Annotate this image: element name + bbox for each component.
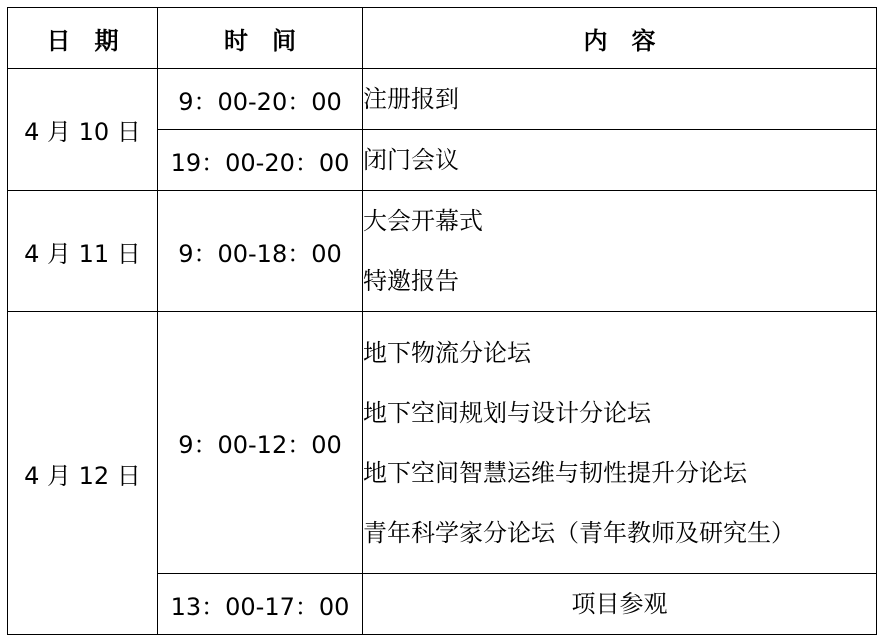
time-cell: 9：00-18：00 [158,191,363,312]
agenda-item: 项目参观 [571,590,668,618]
header-time: 时 间 [158,8,363,69]
content-cell [363,574,877,635]
time-cell: 19：00-20：00 [158,130,363,191]
table-row [8,69,877,130]
agenda-item: 闭门会议 [363,146,459,174]
header-content: 内 容 [363,8,877,69]
agenda-item: 注册报到 [363,85,459,113]
table-row [8,312,877,574]
agenda-item: 青年科学家分论坛（青年教师及研究生） [363,518,795,547]
header-row [8,8,877,69]
agenda-item: 地下空间智慧运维与韧性提升分论坛 [363,458,747,487]
content-cell [363,69,877,130]
content-cell [363,312,877,574]
header-date: 日 期 [8,8,158,69]
time-cell: 9：00-12：00 [158,312,363,574]
date-cell: 4 月 10 日 [8,69,158,191]
table-row [8,191,877,312]
schedule-table [7,7,877,635]
time-cell: 13：00-17：00 [158,574,363,635]
date-cell: 4 月 12 日 [8,312,158,635]
content-cell [363,191,877,312]
content-cell [363,130,877,191]
agenda-item: 大会开幕式 [363,207,483,235]
time-cell: 9：00-20：00 [158,69,363,130]
agenda-item: 特邀报告 [363,267,459,295]
date-cell: 4 月 11 日 [8,191,158,312]
agenda-item: 地下空间规划与设计分论坛 [363,398,651,427]
agenda-item: 地下物流分论坛 [363,338,531,367]
